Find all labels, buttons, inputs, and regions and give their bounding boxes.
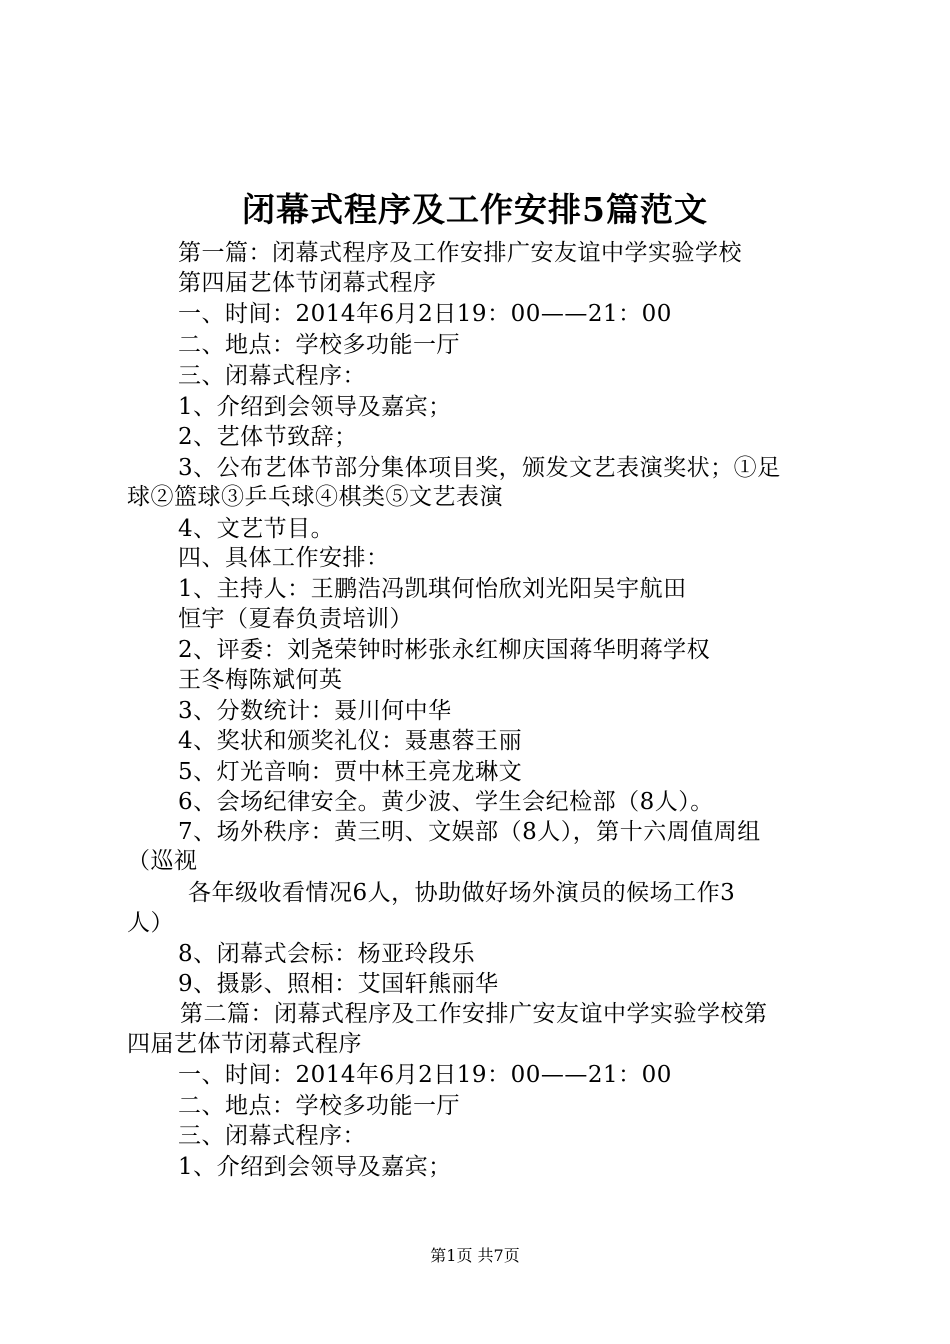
body-line: 人） (127, 910, 174, 936)
body-line: 2、艺体节致辞； (178, 424, 358, 450)
body-line: 6、会场纪律安全。黄少波、学生会纪检部（8人）。 (178, 789, 714, 815)
body-line: 四、具体工作安排： (178, 545, 390, 571)
body-line: 二、地点：学校多功能一厅 (178, 1093, 460, 1119)
body-line: 恒宇（夏春负责培训） (178, 606, 413, 632)
body-line: 8、闭幕式会标：杨亚玲段乐 (178, 941, 476, 967)
body-line: 王冬梅陈斌何英 (178, 667, 343, 693)
body-line: 1、主持人：王鹏浩冯凯琪何怡欣刘光阳吴宇航田 (178, 576, 687, 602)
body-line: 球②篮球③乒乓球④棋类⑤文艺表演 (127, 484, 503, 510)
body-line: 三、闭幕式程序： (178, 1123, 366, 1149)
body-line: 7、场外秩序：黄三明、文娱部（8人），第十六周值周组 (178, 819, 761, 845)
body-line: 各年级收看情况6人，协助做好场外演员的候场工作3 (188, 880, 736, 906)
body-line: 第二篇：闭幕式程序及工作安排广安友谊中学实验学校第 (180, 1001, 768, 1027)
body-line: 4、文艺节目。 (178, 516, 335, 542)
page-footer: 第1页 共7页 (430, 1246, 520, 1265)
body-line: 2、评委：刘尧荣钟时彬张永红柳庆国蒋华明蒋学权 (178, 637, 711, 663)
body-line: 第四届艺体节闭幕式程序 (178, 270, 437, 296)
body-line: 二、地点：学校多功能一厅 (178, 332, 460, 358)
body-line: 三、闭幕式程序： (178, 363, 366, 389)
body-line: 3、分数统计：聂川何中华 (178, 698, 452, 724)
body-line: 一、时间：2014年6月2日19：00——21：00 (178, 1062, 672, 1088)
body-line: 1、介绍到会领导及嘉宾； (178, 394, 452, 420)
body-line: 四届艺体节闭幕式程序 (127, 1031, 362, 1057)
body-line: 3、公布艺体节部分集体项目奖，颁发文艺表演奖状；①足 (178, 455, 781, 481)
body-line: 5、灯光音响：贾中林王亮龙琳文 (178, 759, 523, 785)
body-line: 4、奖状和颁奖礼仪：聂惠蓉王丽 (178, 728, 523, 754)
body-line: 第一篇：闭幕式程序及工作安排广安友谊中学实验学校 (178, 240, 742, 266)
body-line: 9、摄影、照相：艾国轩熊丽华 (178, 971, 499, 997)
body-line: （巡视 (127, 848, 198, 874)
body-line: 1、介绍到会领导及嘉宾； (178, 1154, 452, 1180)
body-line: 一、时间：2014年6月2日19：00——21：00 (178, 301, 672, 327)
document-title: 闭幕式程序及工作安排5篇范文 (242, 190, 708, 229)
